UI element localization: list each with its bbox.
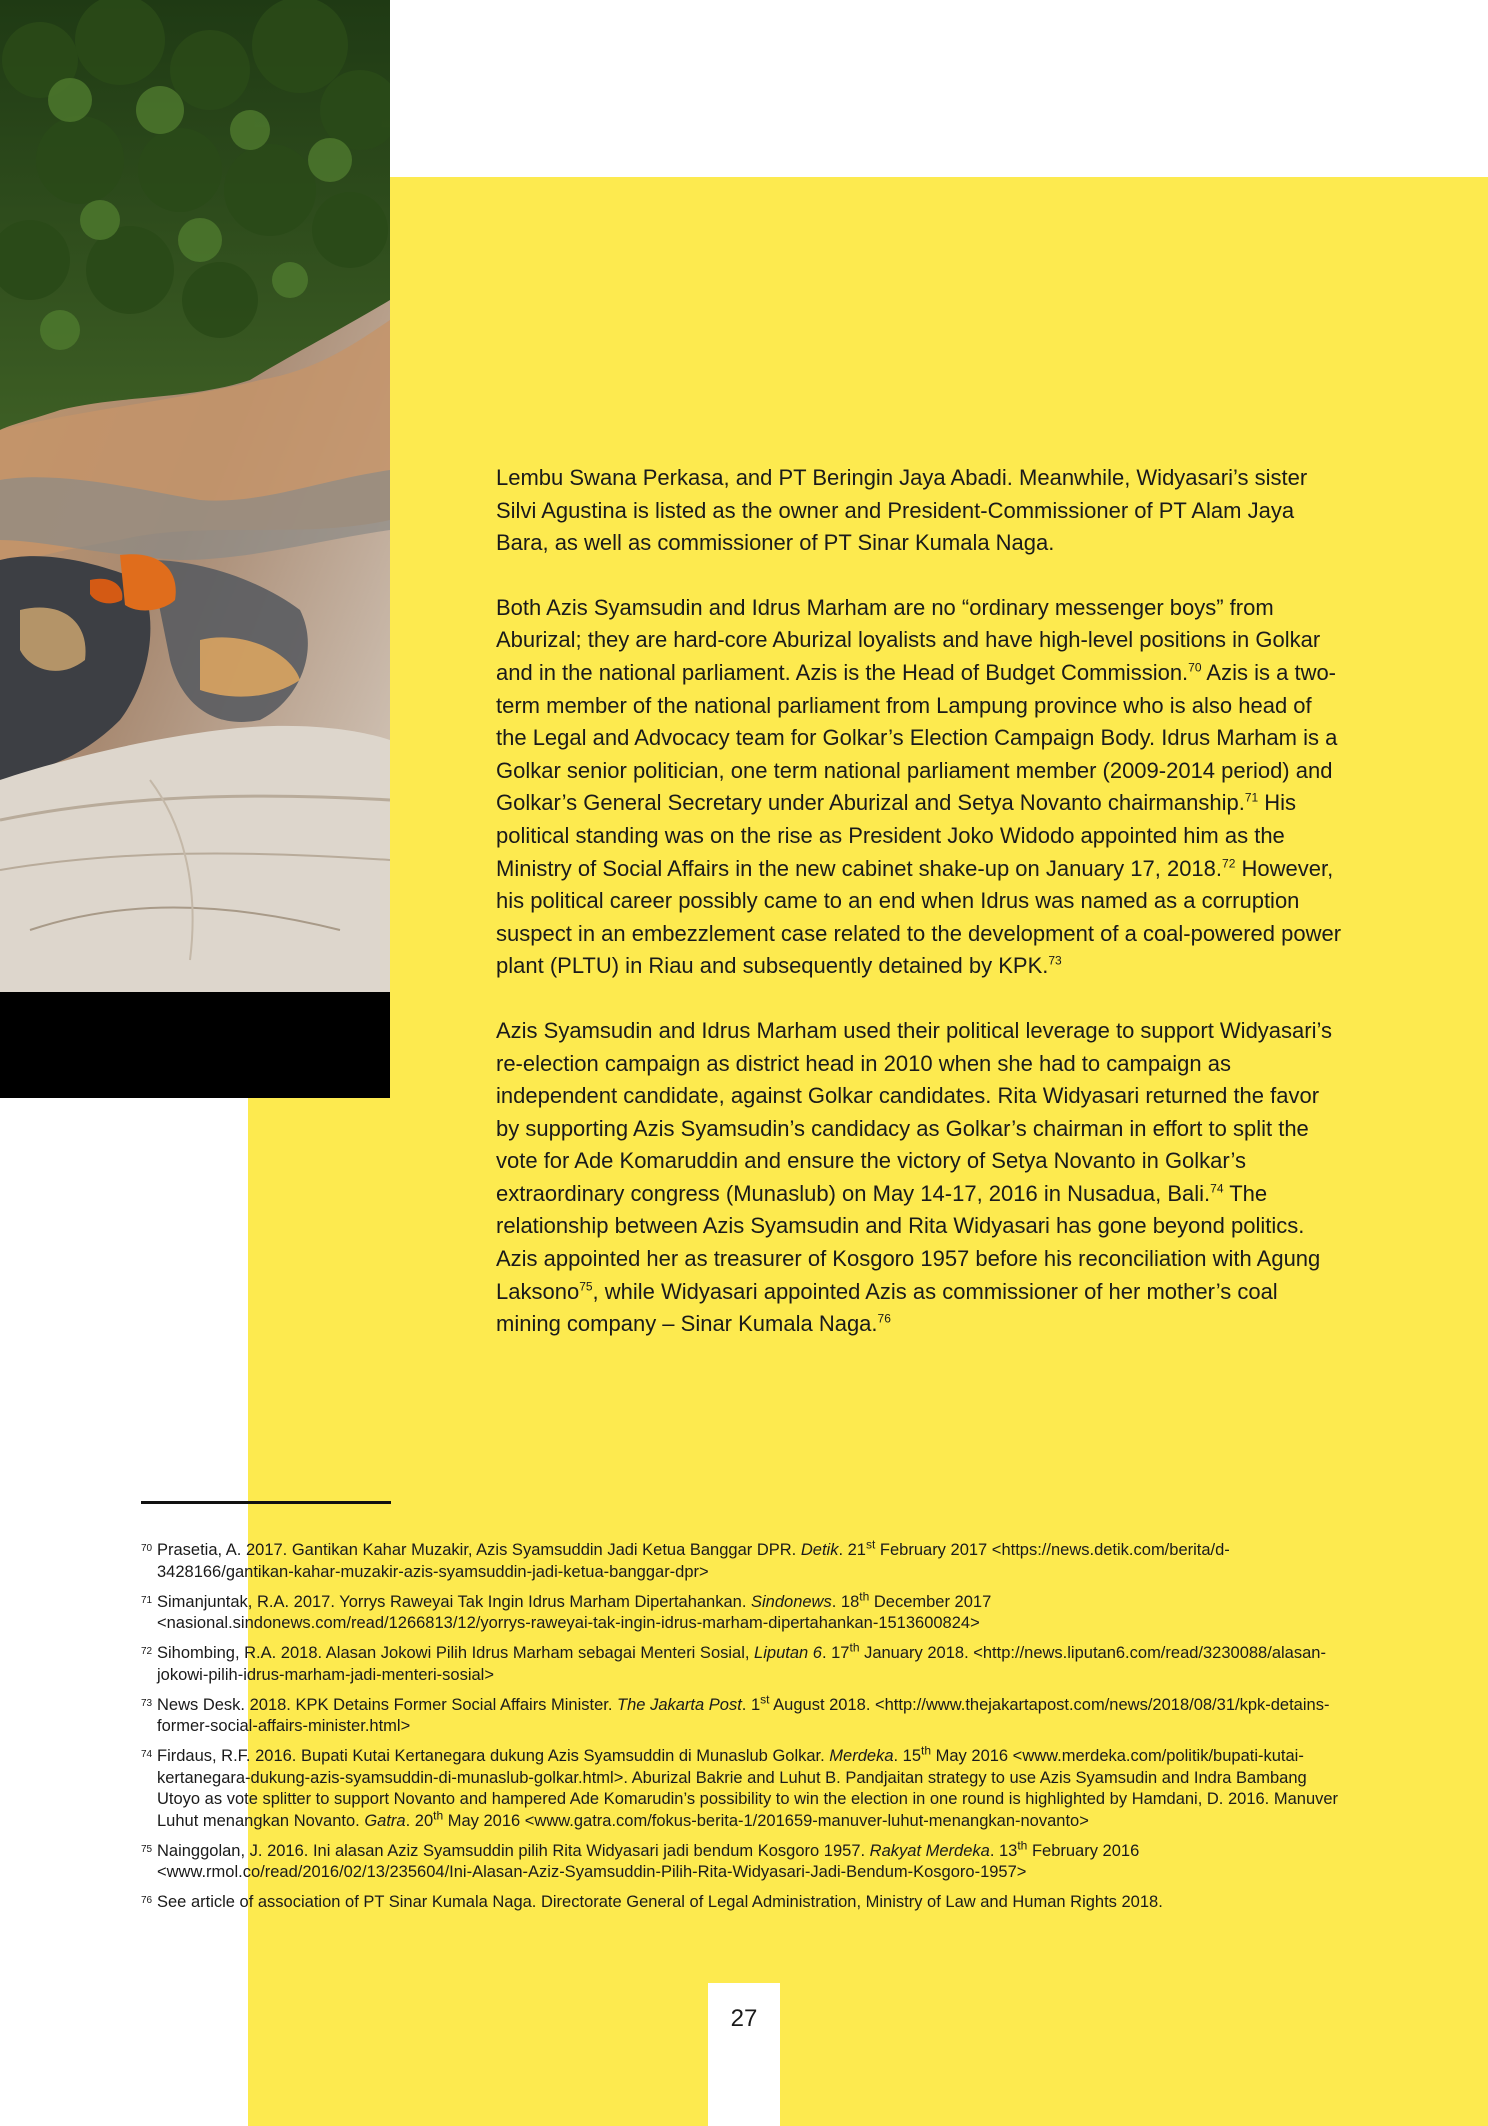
- superscript: 73: [1048, 953, 1062, 968]
- aerial-mine-photo-drawing: [0, 0, 390, 992]
- text-run: December 2017 <nasional.sindonews.com/read/1266813/12/yorrys-raweyai-tak-ingin-idrus-marham-dipertahankan-1513600824>: [157, 1592, 992, 1632]
- footnote-text: [157, 1537, 1230, 1581]
- text-run: August 2018. <http://www.thejakartapost.com/news/2018/08/31/kpk-detains-former-social-affairs-minister.html>: [157, 1695, 1330, 1735]
- footnote-number: 72: [141, 1646, 153, 1657]
- footnote: [141, 1640, 1351, 1686]
- text-run: Lembu Swana Perkasa, and PT Beringin Jaya Abadi. Meanwhile, Widyasari’s sister Silvi Agustina is listed as the owner and President-Commissioner of PT Alam Jaya Bara, as well as commissioner of PT Sinar Kumala Naga.: [496, 465, 1308, 556]
- italic-text: Merdeka: [829, 1747, 894, 1765]
- superscript: 70: [1188, 660, 1202, 675]
- footnote-number: 70: [141, 1543, 153, 1554]
- page-number: 27: [730, 2005, 758, 2032]
- footnote-number: 73: [141, 1697, 153, 1709]
- text-run: . 18: [831, 1592, 860, 1611]
- footnotes: [141, 1537, 1351, 1922]
- text-run: The relationship between Azis Syamsudin and Rita Widyasari has gone beyond politics. Azis appointed her as treasurer of Kosgoro 1957 before his reconciliation with Agung Laksono: [496, 1180, 1321, 1304]
- footnote-text: [157, 1838, 1140, 1882]
- superscript: 76: [877, 1311, 891, 1326]
- superscript: 75: [579, 1279, 593, 1294]
- aerial-mine-photo: [0, 0, 390, 992]
- text-run: February 2017 <https://news.detik.com/berita/d-3428166/gantikan-kahar-muzakir-azis-syamsuddin-jadi-ketua-banggar-dpr>: [157, 1541, 1230, 1581]
- body-paragraph: [496, 462, 1346, 560]
- superscript: 74: [1210, 1181, 1224, 1196]
- superscript: 71: [1244, 791, 1259, 806]
- text-run: . 13: [989, 1841, 1018, 1860]
- italic-text: Detik: [800, 1541, 839, 1559]
- text-run: Simanjuntak, R.A. 2017. Yorrys Raweyai Tak Ingin Idrus Marham Dipertahankan.: [157, 1592, 751, 1611]
- body-text: [496, 462, 1346, 1373]
- italic-text: Sindonews: [751, 1592, 832, 1611]
- text-run: News Desk. 2018. KPK Detains Former Social Affairs Minister.: [157, 1695, 618, 1714]
- text-run: February 2016 <www.rmol.co/read/2016/02/13/235604/Ini-Alasan-Aziz-Syamsuddin-Pilih-Rita-Widyasari-Jadi-Bendum-Kosgoro-1957>: [157, 1841, 1140, 1881]
- footnote-number: 74: [141, 1749, 153, 1760]
- text-run: Prasetia, A. 2017. Gantikan Kahar Muzakir, Azis Syamsuddin Jadi Ketua Banggar DPR.: [157, 1541, 801, 1559]
- text-run: Nainggolan, J. 2016. Ini alasan Aziz Syamsuddin pilih Rita Widyasari jadi bendum Kosgoro 1957.: [157, 1841, 870, 1860]
- italic-text: Gatra: [364, 1811, 406, 1830]
- superscript: st: [760, 1692, 770, 1706]
- footnote: [141, 1838, 1351, 1884]
- footnote-number: 71: [141, 1594, 153, 1606]
- text-run: January 2018. <http://news.liputan6.com/read/3230088/alasan-jokowi-pilih-idrus-marham-jadi-menteri-sosial>: [157, 1644, 1326, 1684]
- italic-text: Rakyat Merdeka: [869, 1841, 990, 1860]
- footnote-text: [157, 1640, 1326, 1684]
- body-paragraph: [496, 1015, 1346, 1341]
- text-run: Azis Syamsudin and Idrus Marham used their political leverage to support Widyasari’s re-election campaign as district head in 2010 when she had to campaign as independent candidate, against Golkar candidates. Rita Widyasari returned the favor by supporting Azis Syamsudin’s candidacy as Golkar’s chairman in effort to split the vote for Ade Komaruddin and ensure the victory of Setya Novanto in Golkar’s extraordinary congress (Munaslub) on May 14-17, 2016 in Nusadua, Bali.: [496, 1017, 1332, 1206]
- text-run: Firdaus, R.F. 2016. Bupati Kutai Kertanegara dukung Azis Syamsuddin di Munaslub Golkar.: [157, 1747, 830, 1765]
- text-run: . 15: [893, 1747, 922, 1765]
- superscript: th: [849, 1640, 860, 1655]
- text-run: Sihombing, R.A. 2018. Alasan Jokowi Pilih Idrus Marham sebagai Menteri Sosial,: [157, 1644, 755, 1662]
- footnote-number: 75: [141, 1843, 153, 1855]
- text-run: See article of association of PT Sinar Kumala Naga. Directorate General of Legal Administration, Ministry of Law and Human Rights 2018.: [157, 1893, 1163, 1911]
- footnote: [141, 1692, 1351, 1738]
- text-run: May 2016 <www.merdeka.com/politik/bupati-kutai-kertanegara-dukung-azis-syamsuddin-di-munaslub-golkar.html>. Aburizal Bakrie and Luhut B. Pandjaitan strategy to use Azis Syamsudin and Indra Bambang Utoyo as vote splitter to support Novanto and hampered Ade Komarudin’s possibility to win the election in one round is highlighted by Hamdani, D. 2016. Manuver Luhut menangkan Novanto.: [157, 1747, 1339, 1830]
- text-run: . 1: [741, 1695, 761, 1714]
- text-run: . 21: [838, 1541, 866, 1559]
- italic-text: The Jakarta Post: [617, 1695, 742, 1714]
- text-run: Both Azis Syamsudin and Idrus Marham are no “ordinary messenger boys” from Aburizal; they are hard-core Aburizal loyalists and have high-level positions in Golkar and in the national parliament. Azis is the Head of Budget Commission.: [496, 594, 1321, 685]
- text-run: , while Widyasari appointed Azis as commissioner of her mother’s coal mining company – Sinar Kumala Naga.: [496, 1278, 1278, 1337]
- body-paragraph: [496, 592, 1346, 983]
- text-run: However, his political career possibly came to an end when Idrus was named as a corruption suspect in an embezzlement case related to the development of a coal-powered power plant (PLTU) in Riau and subsequently detained by KPK.: [496, 855, 1342, 979]
- text-run: May 2016 <www.gatra.com/fokus-berita-1/201659-manuver-luhut-menangkan-novanto>: [443, 1811, 1089, 1830]
- superscript: th: [1017, 1838, 1028, 1852]
- text-run: . 20: [405, 1811, 434, 1830]
- superscript: th: [921, 1743, 932, 1758]
- footnote: [141, 1892, 1351, 1914]
- footnote-text: [157, 1589, 992, 1633]
- footnote: [141, 1743, 1351, 1832]
- footnote: [141, 1589, 1351, 1635]
- superscript: th: [859, 1589, 870, 1603]
- superscript: 72: [1222, 856, 1236, 871]
- superscript: th: [433, 1808, 444, 1822]
- footnote-divider: [141, 1501, 391, 1504]
- black-accent-bar: [0, 992, 390, 1098]
- footnote-text: [157, 1743, 1339, 1830]
- footnote: [141, 1537, 1351, 1583]
- footnote-text: [157, 1893, 1163, 1911]
- italic-text: Liputan 6: [754, 1644, 822, 1662]
- text-run: . 17: [821, 1644, 850, 1662]
- footnote-text: [157, 1692, 1330, 1736]
- footnote-number: 76: [141, 1895, 153, 1906]
- text-run: Azis is a two-term member of the national parliament from Lampung province who is also head of the Legal and Advocacy team for Golkar’s Election Campaign Body. Idrus Marham is a Golkar senior politician, one term national parliament member (2009-2014 period) and Golkar’s General Secretary under Aburizal and Setya Novanto chairmanship.: [496, 659, 1338, 816]
- superscript: st: [865, 1537, 876, 1552]
- text-run: His political standing was on the rise as President Joko Widodo appointed him as the Ministry of Social Affairs in the new cabinet shake-up on January 17, 2018.: [496, 790, 1297, 881]
